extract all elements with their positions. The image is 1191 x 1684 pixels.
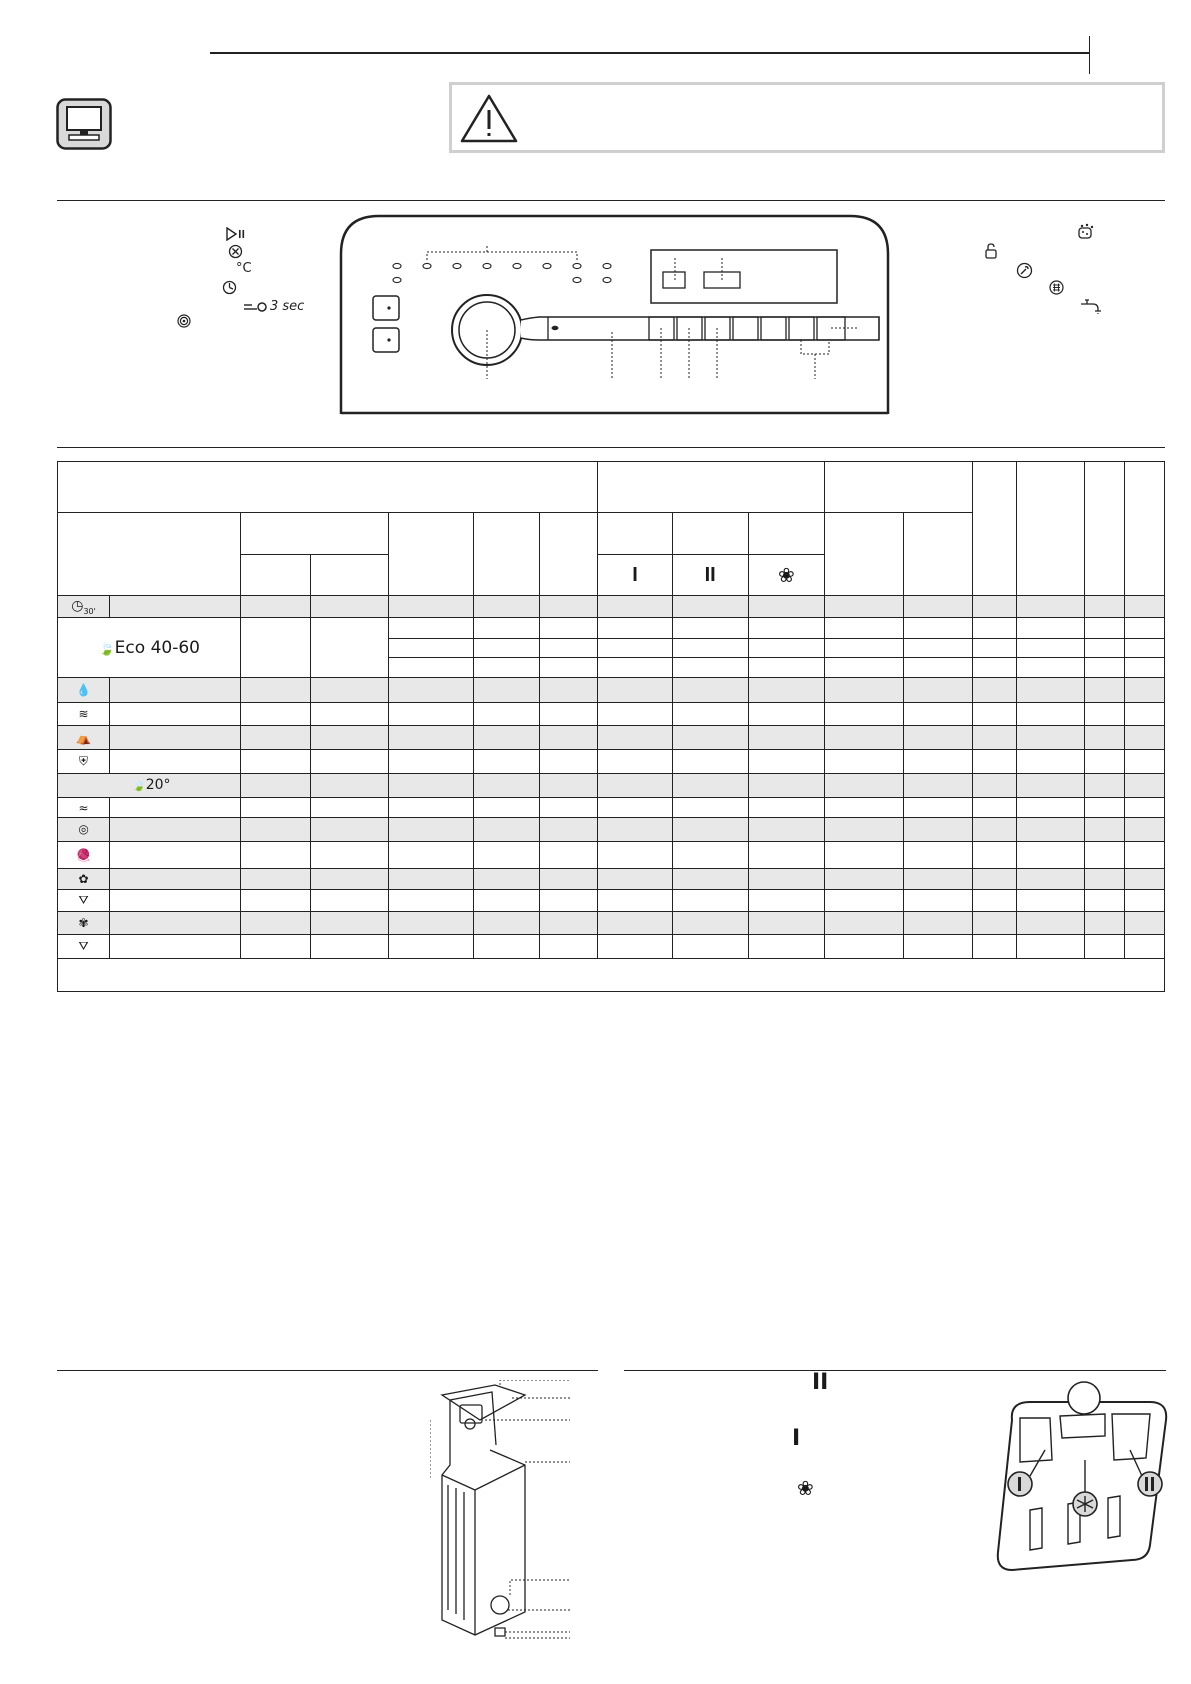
spin-icon: [177, 314, 191, 328]
spin-icon: ◎: [58, 818, 110, 841]
key-lock-icon: [243, 301, 269, 313]
cancel-icon: [228, 244, 243, 259]
table-row: [58, 726, 1165, 749]
eco-leaf-icon: 🍃: [98, 641, 115, 657]
cotton-icon: ✾: [58, 912, 110, 935]
eco-20-icon: 🍃: [132, 779, 146, 793]
table-footer-row: [58, 958, 1165, 991]
delicates-icon: ✿: [58, 868, 110, 889]
eco-40-60-cell: [58, 618, 241, 678]
synthetics-icon: ≋: [58, 703, 110, 726]
table-row: [58, 703, 1165, 726]
stain-icon: 💧: [58, 677, 110, 702]
water-tap-icon: [1079, 298, 1103, 316]
delay-start-icon: [222, 280, 238, 296]
washing-machine-diagram: [430, 1380, 580, 1640]
key-lock-duration: 3 sec: [270, 299, 305, 314]
hygiene-icon: ⛨: [58, 749, 110, 773]
table-row: [58, 798, 1165, 818]
section-rule-panel: [57, 200, 1165, 201]
door-unlock-icon: [984, 243, 998, 259]
mixed-icon: ⛺: [58, 726, 110, 749]
eco-20-label: 20°: [145, 777, 171, 794]
compartment-softener-header: [748, 554, 824, 595]
warning-box: [449, 82, 1165, 153]
compartment-II-glyph: II: [704, 563, 716, 586]
table-row: [58, 749, 1165, 773]
table-row: [58, 841, 1165, 868]
compartment-II-header: [672, 554, 748, 595]
computer-monitor-icon: [56, 98, 112, 150]
table-row: [58, 677, 1165, 702]
control-panel-diagram: [339, 214, 890, 419]
table-row: [58, 912, 1165, 935]
table-row: [58, 935, 1165, 958]
compartment-I-glyph: I: [632, 563, 638, 586]
start-pause-icon: [226, 227, 246, 241]
detergent-drawer-diagram: [990, 1380, 1172, 1580]
shirts-icon: ⛛: [58, 889, 110, 911]
compartment-I-label: I: [792, 1426, 801, 1451]
table-row: [58, 773, 1165, 797]
warning-triangle-icon: [460, 94, 518, 144]
compartment-II-label: II: [812, 1370, 829, 1395]
wool-icon: 🧶: [58, 841, 110, 868]
service-icon: [1016, 262, 1033, 279]
top-rule: [210, 52, 1090, 54]
eco-20-cell: [58, 773, 241, 797]
temperature-icon: °C: [236, 261, 252, 276]
child-lock-icon: [1049, 280, 1064, 295]
table-row: [58, 596, 1165, 618]
detergent-icon: [1077, 223, 1095, 239]
table-row: [58, 618, 1165, 638]
section-rule-bottom-left: [57, 1370, 598, 1371]
softener-flower-icon: ❀: [778, 563, 795, 588]
eco-40-60-label: Eco 40-60: [114, 637, 200, 658]
section-rule-bottom-right: [624, 1370, 1166, 1371]
quick-30-icon: $◷_{30'}$: [58, 596, 110, 618]
section-rule-table: [57, 447, 1165, 448]
program-table: [57, 461, 1165, 992]
table-row: [58, 818, 1165, 841]
table-row: [58, 889, 1165, 911]
table-row: [58, 868, 1165, 889]
softener-flower-icon: ❀: [797, 1476, 814, 1500]
baby-icon: ⛛: [58, 935, 110, 958]
top-rule-tick: [1089, 36, 1090, 74]
rinse-spin-icon: ≈: [58, 798, 110, 818]
compartment-I-header: [598, 554, 672, 595]
